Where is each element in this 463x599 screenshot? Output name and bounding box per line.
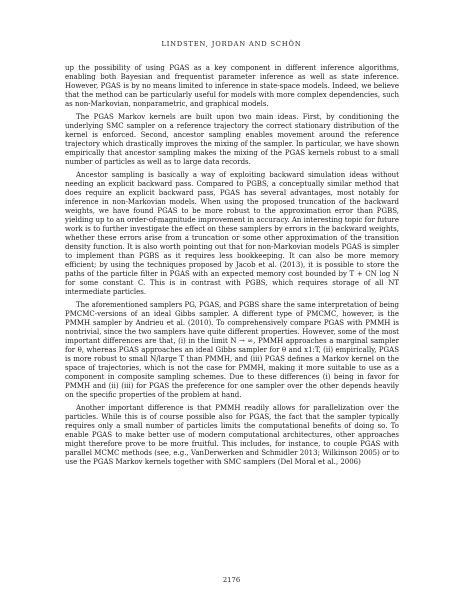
paragraph-continuation: up the possibility of using PGAS as a key component in different inference algorithms, enabling both Bayesian and frequentist parameter inference as well as state inference. However, PGAS is by no means limited to inference in state-space models. Indeed, we believe that the method can be particularly useful for models with more complex dependencies, such as non-Markovian, nonparametric, and graphical models. [65,64,399,108]
paragraph-parallelization: Another important difference is that PMMH readily allows for parallelization over the particles. While this is of course possible also for PGAS, the fact that the sampler typically requires only a small number of particles limits the computational benefits of doing so. To enable PGAS to make better use of modern computational architectures, other approaches might therefore prove to be more fruitful. This includes, for instance, to couple PGAS with parallel MCMC methods (see, e.g., VanDerwerken and Schmidler 2013; Wilkinson 2005) or to use the PGAS Markov kernels together with SMC samplers (Del Moral et al., 2006) [65,403,399,466]
paragraph-ancestor-sampling: Ancestor sampling is basically a way of exploiting backward simulation ideas without needing an explicit backward pass. Compared to PGBS, a conceptually similar method that does require an explicit backward pass, PGAS has several advantages, most notably for inference in non-Markovian models. When using the proposed truncation of the backward weights, we have found PGAS to be more robust to the approximation error than PGBS, yielding up to an order-of-magnitude improvement in accuracy. An interesting topic for future work is to further investigate the effect on these samplers by errors in the backward weights, whether these errors arise from a truncation or some other approximation of the transition density function. It is also worth pointing out that for non-Markovian models PGAS is simpler to implement than PGBS as it requires less bookkeeping. It can also be more memory efficient; by using the techniques proposed by Jacob et al. (2013), it is possible to store the paths of the particle filter in PGAS with an expected memory cost bounded by T + CN log N for some constant C. This is in contrast with PGBS, which requires storage of all NT intermediate particles. [65,170,399,296]
page-number: 2176 [222,576,241,584]
running-header: LINDSTEN, JORDAN AND SCHÖN [161,40,302,48]
body-text [65,64,399,470]
paragraph-pgas-kernels: The PGAS Markov kernels are built upon two main ideas. First, by conditioning the underlying SMC sampler on a reference trajectory the correct stationary distribution of the kernel is enforced. Second, ancestor sampling enables movement around the reference trajectory which drastically improves the mixing of the sampler. In particular, we have shown empirically that ancestor sampling makes the mixing of the PGAS kernels robust to a small number of particles as well as to large data records. [65,112,399,166]
paragraph-samplers-comparison: The aforementioned samplers PG, PGAS, and PGBS share the same interpretation of being PMCMC-versions of an ideal Gibbs sampler. A different type of PMCMC, however, is the PMMH sampler by Andrieu et al. (2010). To comprehensively compare PGAS with PMMH is nontrivial, since the two samplers have quite different properties. However, some of the most important differences are that, (i) in the limit N → ∞, PMMH approaches a marginal sampler for θ, whereas PGAS approaches an ideal Gibbs sampler for θ and x1:T, (ii) empirically, PGAS is more robust to small N/large T than PMMH, and (iii) PGAS defines a Markov kernel on the space of trajectories, which is not the case for PMMH, making it more suitable to use as a component in composite sampling schemes. Due to these differences (i) being in favor for PMMH and (ii) (iii) for PGAS the preference for one sampler over the other depends heavily on the specific properties of the problem at hand. [65,300,399,399]
